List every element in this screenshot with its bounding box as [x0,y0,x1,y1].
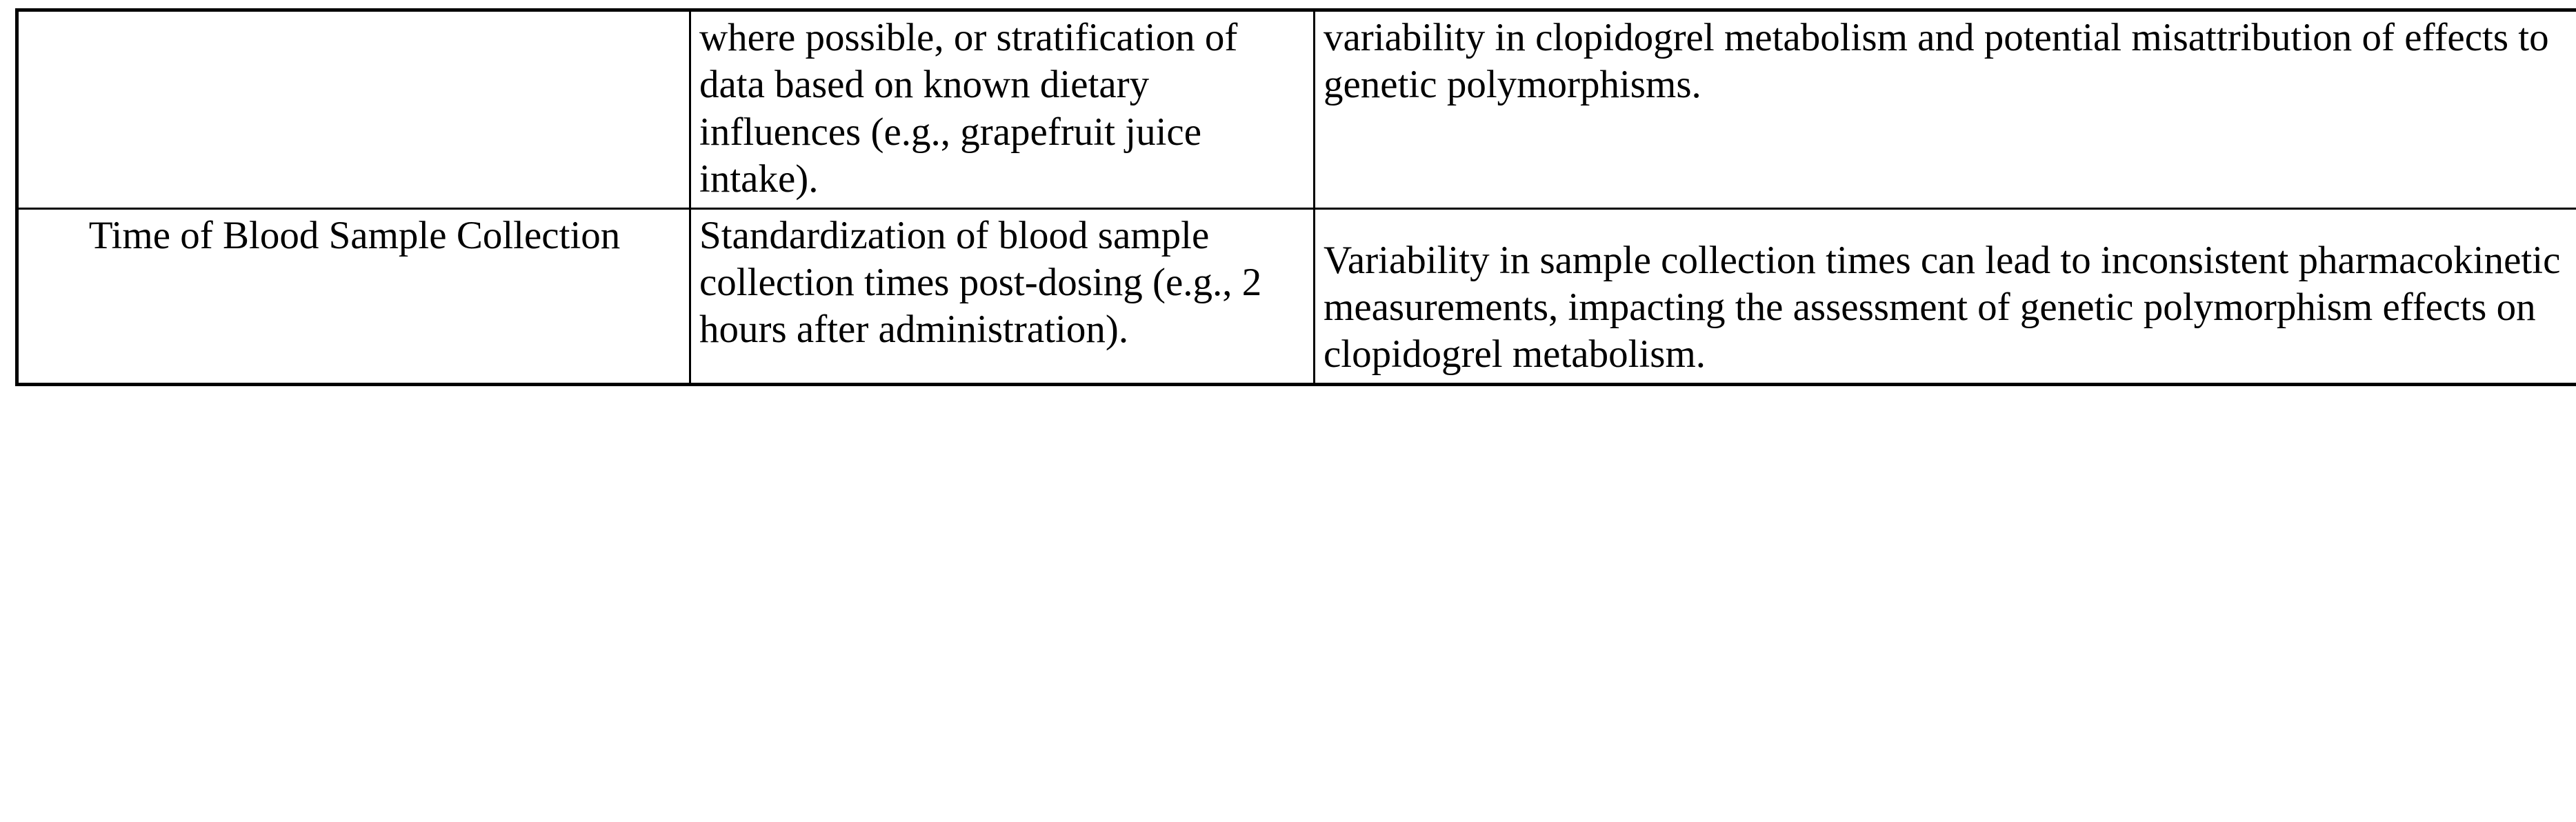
impact-text: variability in clopidogrel metabolism and potential misattribution of effects to genetic polymorphisms. [1324,16,2549,107]
table-row [17,10,2576,209]
mitigation-text: Standardization of blood sample collection times post-dosing (e.g., 2 hours after administration). [699,213,1262,352]
table-cell-factor [17,208,690,384]
factor-text: Time of Blood Sample Collection [88,213,621,257]
mitigation-text: where possible, or stratification of data based on known dietary influences (e.g., grapefruit juice intake). [699,16,1238,201]
table-cell-impact [1315,208,2576,384]
table-row [17,208,2576,384]
impact-text: Variability in sample collection times can lead to inconsistent pharmacokinetic measurements, impacting the assessment of genetic polymorphism effects on clopidogrel metabolism. [1324,238,2561,377]
table-cell-factor [17,10,690,209]
data-table [15,8,2576,386]
table-cell-mitigation [690,208,1315,384]
table-body [17,10,2576,385]
table-cell-impact [1315,10,2576,209]
table-cell-mitigation [690,10,1315,209]
